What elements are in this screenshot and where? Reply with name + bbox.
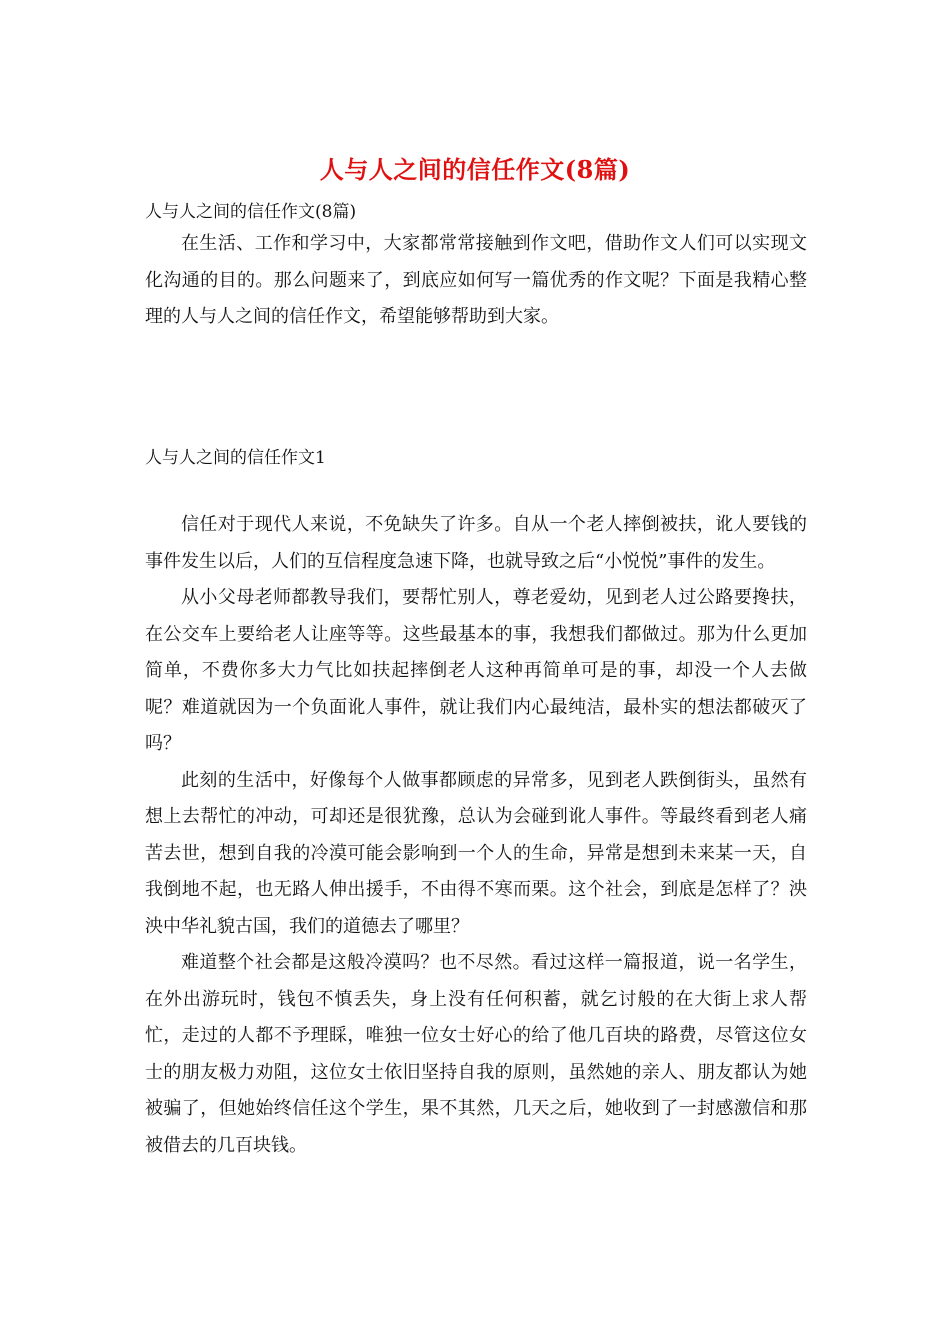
body-paragraph: 从小父母老师都教导我们，要帮忙别人，尊老爱幼，见到老人过公路要搀扶，在公交车上要给老人让座等等。这些最基本的事，我想我们都做过。那为什么更加简单，不费你多大力气比如扶起摔倒老人这种再简单可是的事，却没一个人去做呢？难道就因为一个负面讹人事件，就让我们内心最纯洁，最朴实的想法都破灭了吗？ [145, 587, 807, 754]
document-title: 人与人之间的信任作文(8篇) [319, 155, 631, 184]
body-paragraph: 难道整个社会都是这般冷漠吗？也不尽然。看过这样一篇报道，说一名学生，在外出游玩时，钱包不慎丢失，身上没有任何积蓄，就乞讨般的在大街上求人帮忙，走过的人都不予理睬，唯独一位女士好心的给了他几百块的路费，尽管这位女士的朋友极力劝阻，这位女士依旧坚持自我的原则，虽然她的亲人、朋友都认为她被骗了，但她始终信任这个学生，果不其然，几天之后，她收到了一封感激信和那被借去的几百块钱。 [145, 952, 807, 1156]
article-body [145, 507, 807, 1164]
section-heading: 人与人之间的信任作文1 [145, 448, 326, 468]
body-paragraph: 信任对于现代人来说，不免缺失了许多。自从一个老人摔倒被扶，讹人要钱的事件发生以后，人们的互信程度急速下降，也就导致之后“小悦悦”事件的发生。 [145, 514, 807, 572]
intro-paragraph: 在生活、工作和学习中，大家都常常接触到作文吧，借助作文人们可以实现文化沟通的目的。那么问题来了，到底应如何写一篇优秀的作文呢？下面是我精心整理的人与人之间的信任作文，希望能够帮助到大家。 [145, 233, 807, 327]
intro-block [145, 226, 807, 336]
body-paragraph: 此刻的生活中，好像每个人做事都顾虑的异常多，见到老人跌倒街头，虽然有想上去帮忙的冲动，可却还是很犹豫，总认为会碰到讹人事件。等最终看到老人痛苦去世，想到自我的冷漠可能会影响到一个人的生命，异常是想到未来某一天，自我倒地不起，也无路人伸出援手，不由得不寒而栗。这个社会，到底是怎样了？泱泱中华礼貌古国，我们的道德去了哪里？ [145, 769, 807, 937]
document-subtitle: 人与人之间的信任作文(8篇) [145, 202, 357, 222]
